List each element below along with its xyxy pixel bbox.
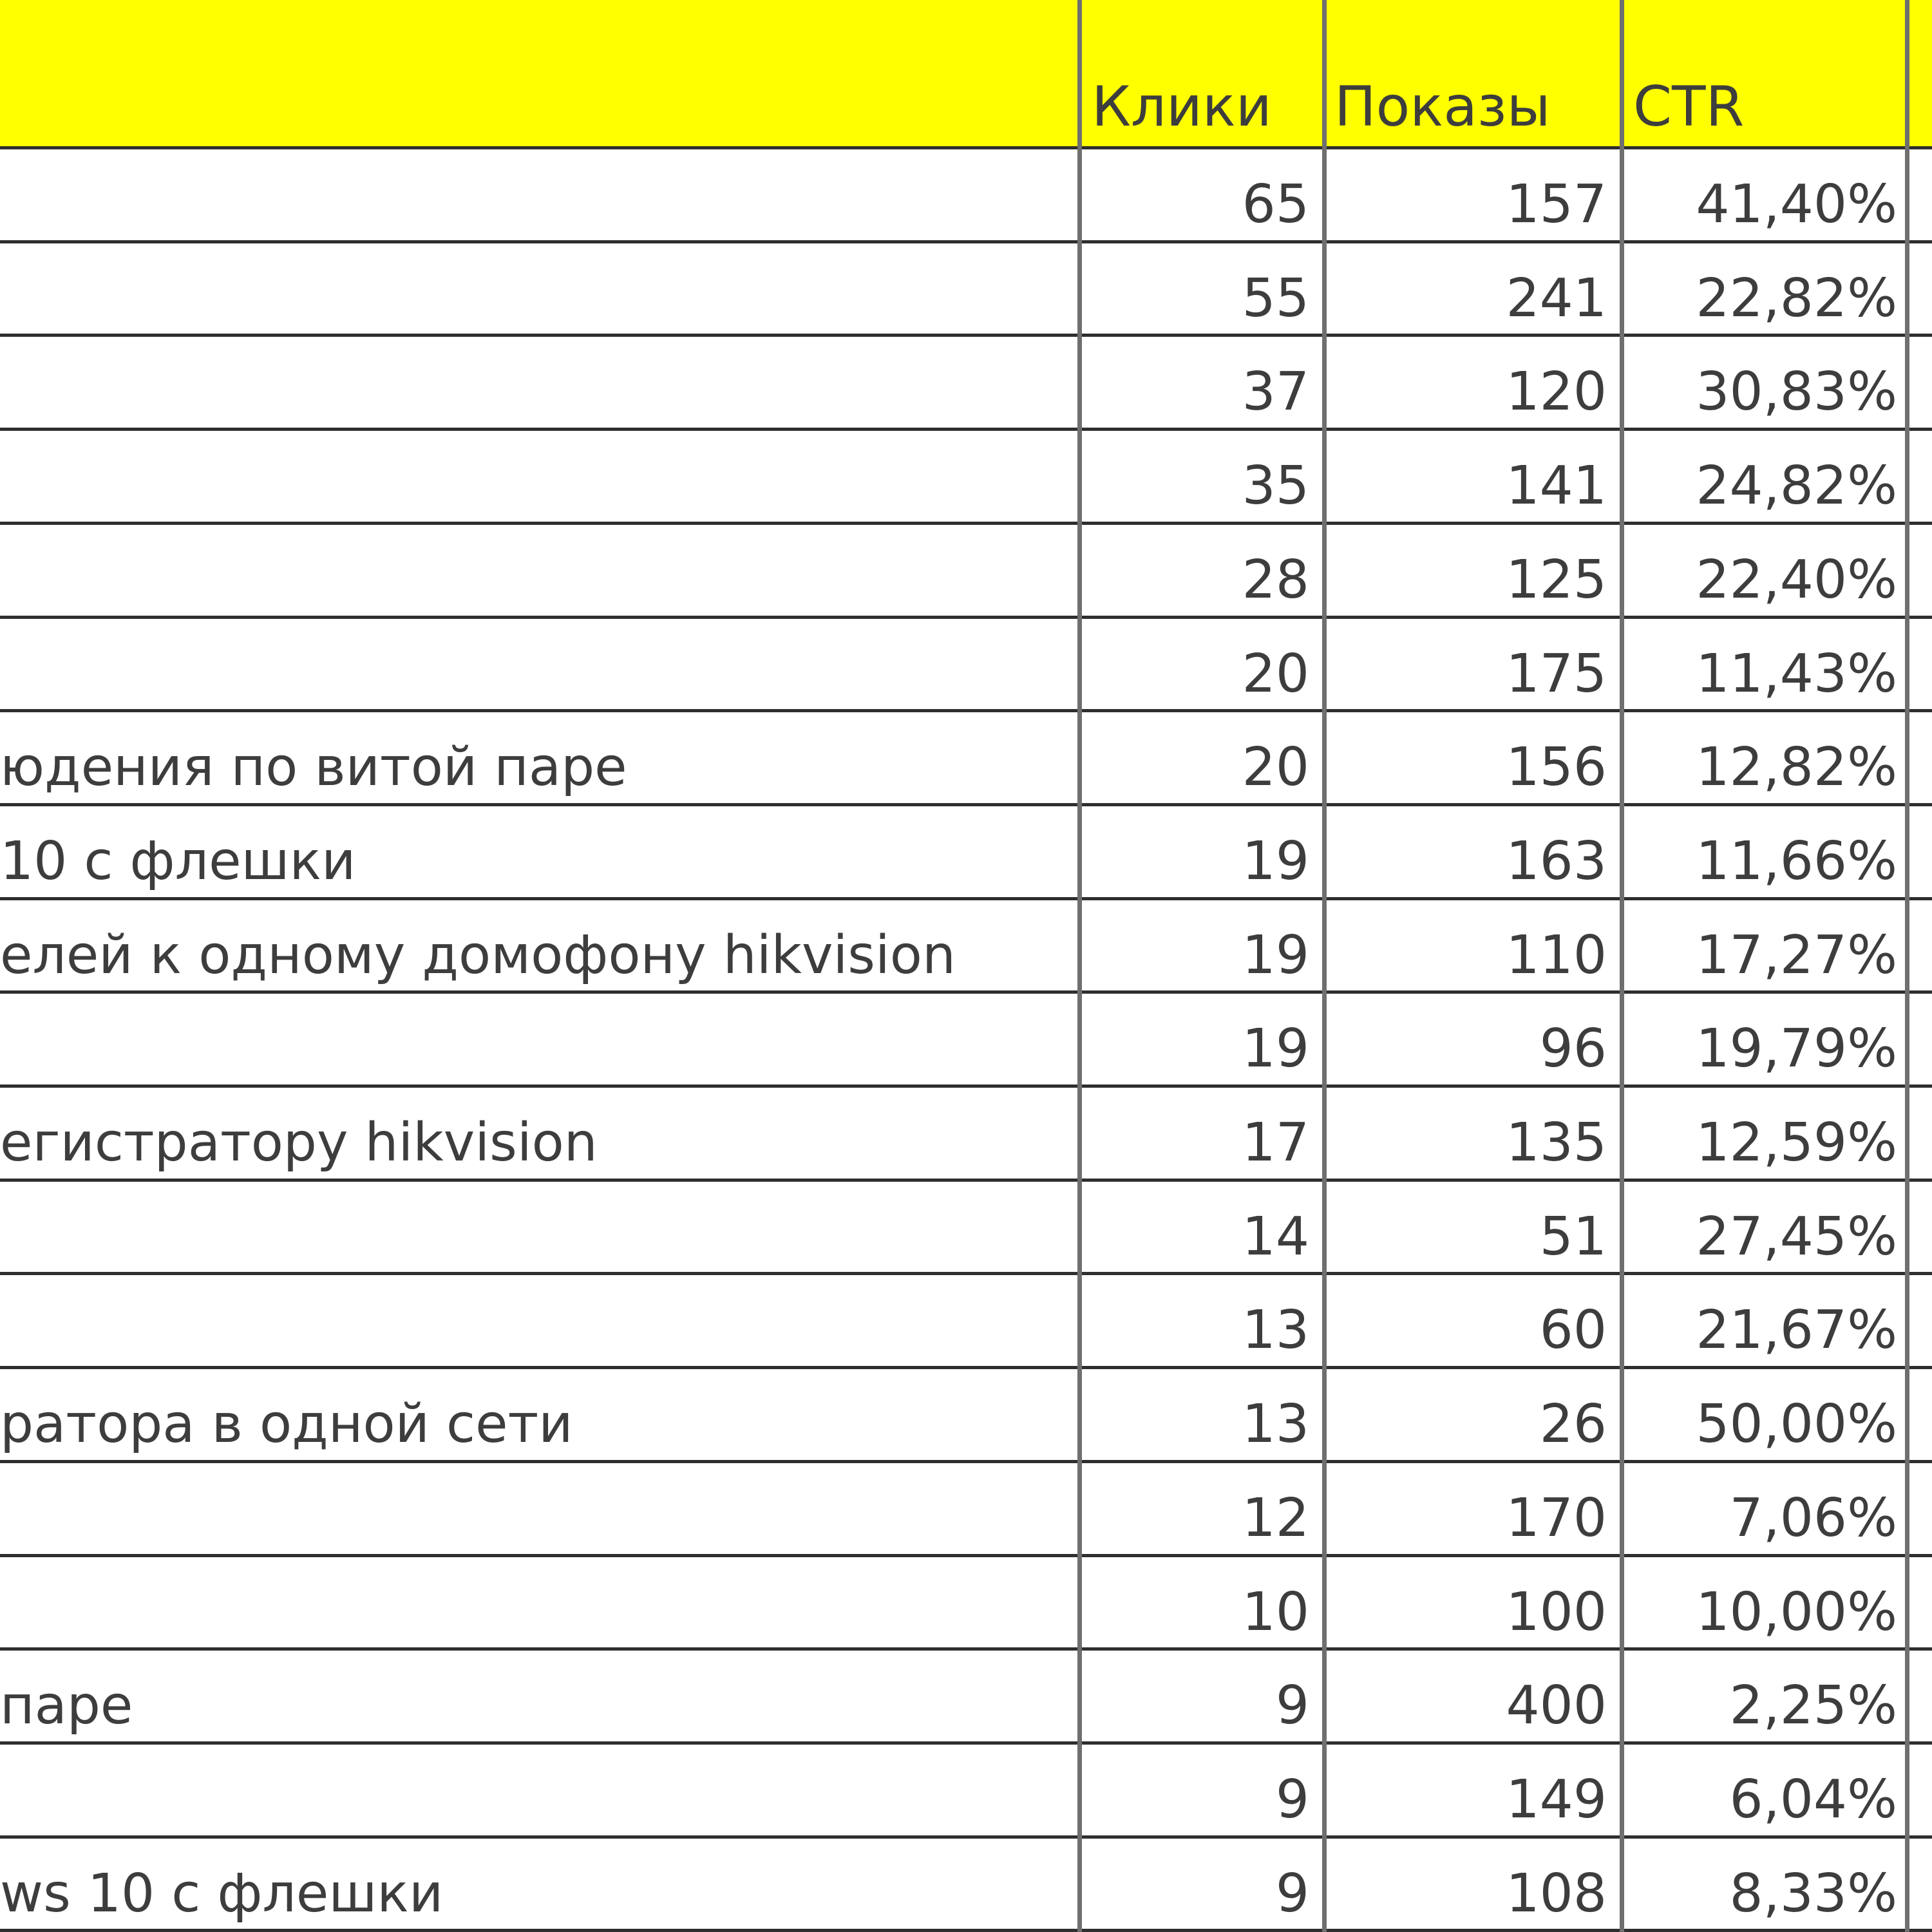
cell-query[interactable]: елей к одному домофону hikvision [0, 924, 956, 986]
table-row [0, 1462, 1932, 1555]
cell-query[interactable] [0, 1462, 1079, 1555]
header-row [0, 0, 1932, 148]
table-row [0, 1556, 1932, 1649]
cell-clicks[interactable]: 65 [1242, 174, 1309, 235]
cell-impressions[interactable]: 400 [1506, 1675, 1607, 1737]
table-row [0, 1180, 1932, 1274]
cell-ctr[interactable]: 10,00% [1696, 1581, 1897, 1643]
cell-impressions[interactable]: 100 [1506, 1581, 1607, 1643]
cell-query[interactable]: 10 с флешки [0, 830, 356, 892]
cell-impressions[interactable]: 110 [1506, 924, 1607, 986]
cell-query[interactable] [0, 618, 1079, 711]
cell-ctr[interactable]: 24,82% [1696, 455, 1897, 517]
cell-clicks[interactable]: 28 [1242, 549, 1309, 611]
cell-query[interactable]: юдения по витой паре [0, 737, 627, 799]
cell-ctr[interactable]: 21,67% [1696, 1300, 1897, 1361]
row-divider [0, 616, 1932, 619]
header-impressions[interactable]: Показы [1334, 75, 1551, 139]
cell-impressions[interactable]: 120 [1506, 361, 1607, 423]
cell-clicks[interactable]: 19 [1242, 830, 1309, 892]
row-divider [0, 334, 1932, 337]
cell-ctr[interactable]: 30,83% [1696, 361, 1897, 423]
row-divider [0, 1554, 1932, 1557]
cell-clicks[interactable]: 19 [1242, 924, 1309, 986]
cell-ctr[interactable]: 11,43% [1696, 643, 1897, 705]
row-divider [0, 1835, 1932, 1839]
column-divider[interactable] [1322, 0, 1327, 1932]
cell-query[interactable] [0, 148, 1079, 242]
cell-ctr[interactable]: 17,27% [1696, 924, 1897, 986]
table-row [0, 148, 1932, 242]
table-row [0, 1743, 1932, 1837]
row-divider [0, 990, 1932, 994]
table-row [0, 805, 1932, 898]
cell-impressions[interactable]: 163 [1506, 830, 1607, 892]
cell-query[interactable]: паре [0, 1675, 133, 1737]
cell-ctr[interactable]: 22,82% [1696, 267, 1897, 329]
cell-clicks[interactable]: 20 [1242, 643, 1309, 705]
column-divider[interactable] [1620, 0, 1624, 1932]
table-row [0, 430, 1932, 523]
row-divider [0, 146, 1932, 149]
cell-impressions[interactable]: 170 [1506, 1487, 1607, 1549]
cell-ctr[interactable]: 22,40% [1696, 549, 1897, 611]
cell-impressions[interactable]: 149 [1506, 1768, 1607, 1830]
cell-query[interactable] [0, 992, 1079, 1086]
cell-clicks[interactable]: 19 [1242, 1018, 1309, 1080]
table-row [0, 992, 1932, 1086]
cell-query[interactable] [0, 430, 1079, 523]
cell-ctr[interactable]: 50,00% [1696, 1394, 1897, 1455]
cell-ctr[interactable]: 19,79% [1696, 1018, 1897, 1080]
cell-impressions[interactable]: 156 [1506, 737, 1607, 799]
table-row [0, 1368, 1932, 1461]
column-divider[interactable] [1077, 0, 1082, 1932]
row-divider [0, 1929, 1932, 1932]
row-divider [0, 1272, 1932, 1275]
table-row [0, 336, 1932, 429]
cell-impressions[interactable]: 60 [1539, 1300, 1607, 1361]
cell-impressions[interactable]: 51 [1539, 1206, 1607, 1267]
cell-ctr[interactable]: 12,59% [1696, 1112, 1897, 1173]
cell-query[interactable] [0, 242, 1079, 336]
cell-impressions[interactable]: 96 [1539, 1018, 1607, 1080]
cell-query[interactable]: егистратору hikvision [0, 1112, 598, 1173]
row-divider [0, 803, 1932, 806]
header-clicks[interactable]: Клики [1092, 75, 1272, 139]
header-ctr[interactable]: CTR [1633, 75, 1745, 139]
row-divider [0, 240, 1932, 243]
header-query[interactable] [0, 0, 1079, 148]
cell-clicks[interactable]: 9 [1275, 1768, 1309, 1830]
row-divider [0, 1460, 1932, 1463]
table-row [0, 1837, 1932, 1931]
cell-ctr[interactable]: 12,82% [1696, 737, 1897, 799]
column-divider[interactable] [1905, 0, 1909, 1932]
cell-query[interactable] [0, 1180, 1079, 1274]
cell-clicks[interactable]: 17 [1242, 1112, 1309, 1173]
cell-ctr[interactable]: 6,04% [1729, 1768, 1897, 1830]
table-row [0, 711, 1932, 804]
cell-ctr[interactable]: 27,45% [1696, 1206, 1897, 1267]
row-divider [0, 897, 1932, 900]
cell-clicks[interactable]: 13 [1242, 1300, 1309, 1361]
table-row [0, 524, 1932, 617]
cell-impressions[interactable]: 175 [1506, 643, 1607, 705]
cell-query[interactable] [0, 336, 1079, 429]
cell-query[interactable] [0, 1274, 1079, 1367]
header-extra[interactable] [1916, 0, 1932, 148]
cell-clicks[interactable]: 14 [1242, 1206, 1309, 1267]
cell-ctr[interactable]: 41,40% [1696, 174, 1897, 235]
cell-impressions[interactable]: 141 [1506, 455, 1607, 517]
row-divider [0, 1084, 1932, 1088]
cell-clicks[interactable]: 9 [1275, 1862, 1309, 1924]
cell-query[interactable]: ws 10 с флешки [0, 1862, 444, 1924]
table-row [0, 1274, 1932, 1367]
table-row [0, 1649, 1932, 1743]
cell-impressions[interactable]: 241 [1506, 267, 1607, 329]
table-row [0, 242, 1932, 336]
cell-ctr[interactable]: 11,66% [1696, 830, 1897, 892]
cell-query[interactable] [0, 1556, 1079, 1649]
cell-ctr[interactable]: 8,33% [1729, 1862, 1897, 1924]
cell-clicks[interactable]: 20 [1242, 737, 1309, 799]
cell-ctr[interactable]: 2,25% [1729, 1675, 1897, 1737]
cell-clicks[interactable]: 13 [1242, 1394, 1309, 1455]
cell-query[interactable] [0, 1743, 1079, 1837]
row-divider [0, 1179, 1932, 1182]
row-divider [0, 1366, 1932, 1369]
row-divider [0, 522, 1932, 525]
cell-impressions[interactable]: 125 [1506, 549, 1607, 611]
table-row [0, 618, 1932, 711]
cell-ctr[interactable]: 7,06% [1729, 1487, 1897, 1549]
table-row [0, 1086, 1932, 1180]
row-divider [0, 1741, 1932, 1745]
row-divider [0, 1647, 1932, 1651]
cell-clicks[interactable]: 9 [1275, 1675, 1309, 1737]
cell-impressions[interactable]: 108 [1506, 1862, 1607, 1924]
cell-clicks[interactable]: 55 [1242, 267, 1309, 329]
cell-clicks[interactable]: 35 [1242, 455, 1309, 517]
cell-impressions[interactable]: 157 [1506, 174, 1607, 235]
cell-impressions[interactable]: 135 [1506, 1112, 1607, 1173]
cell-clicks[interactable]: 10 [1242, 1581, 1309, 1643]
cell-clicks[interactable]: 12 [1242, 1487, 1309, 1549]
cell-impressions[interactable]: 26 [1539, 1394, 1607, 1455]
cell-query[interactable]: ратора в одной сети [0, 1394, 573, 1455]
row-divider [0, 428, 1932, 431]
row-divider [0, 709, 1932, 712]
cell-clicks[interactable]: 37 [1242, 361, 1309, 423]
table-row [0, 899, 1932, 992]
cell-query[interactable] [0, 524, 1079, 617]
